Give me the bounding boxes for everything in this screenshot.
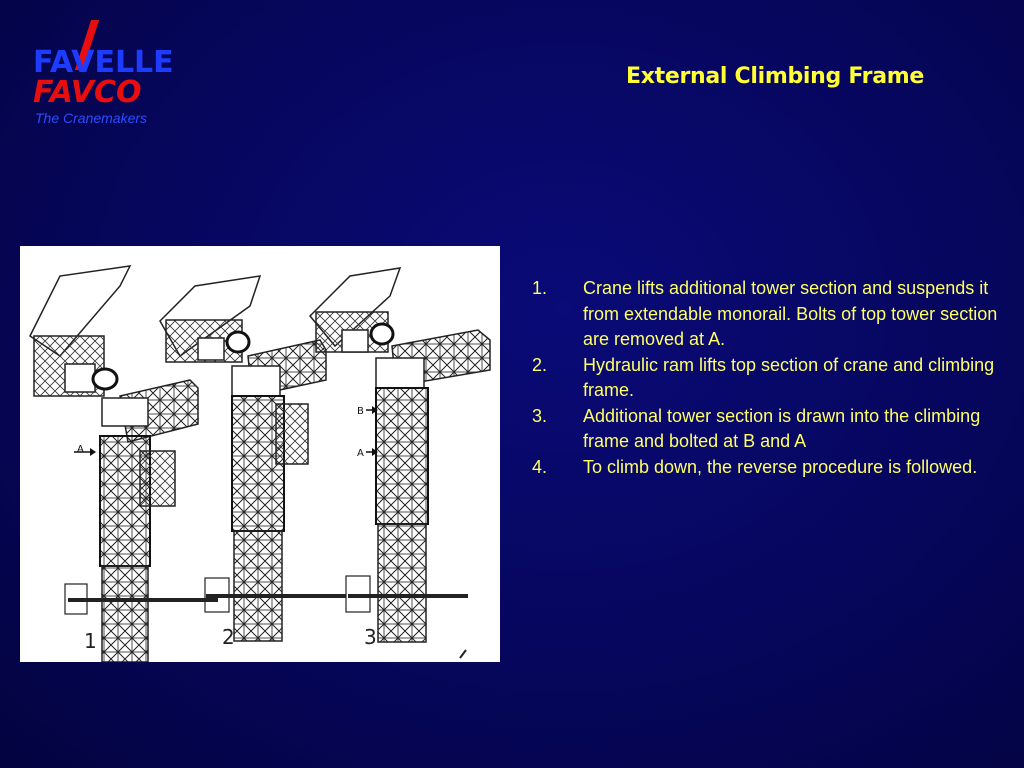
- logo-favelle-text: FAVELLE: [33, 45, 174, 80]
- step-number: 4.: [532, 456, 548, 477]
- logo-favco-text: FAVCO: [33, 75, 142, 110]
- slide-title: External Climbing Frame: [626, 64, 924, 89]
- crane-stage-3: [310, 268, 490, 658]
- step-number: 1.: [532, 278, 548, 298]
- step-item-2: [532, 353, 1012, 404]
- logo-tagline: The Cranemakers: [35, 110, 148, 126]
- stage-label-2: 2: [222, 625, 235, 649]
- procedure-steps: [532, 276, 1012, 480]
- stage-label-1: 1: [84, 629, 97, 653]
- step-text: To climb down, the reverse procedure is followed.: [583, 456, 978, 477]
- step-number: 3.: [532, 405, 548, 426]
- marker-b-3: B: [357, 406, 364, 417]
- crane-drawing: [20, 246, 500, 662]
- step-text: Additional tower section is drawn into the climbing frame and bolted at B and A: [583, 405, 981, 451]
- crane-climbing-illustration: [20, 246, 500, 662]
- marker-a-1: A: [77, 444, 84, 455]
- step-number: 2.: [532, 354, 548, 375]
- step-item-1: [532, 276, 1012, 353]
- stage-label-3: 3: [364, 625, 377, 649]
- step-item-4: [532, 455, 1012, 481]
- marker-a-3: A: [357, 448, 364, 459]
- company-logo: [33, 20, 193, 132]
- step-text: Hydraulic ram lifts top section of crane and climbing frame.: [583, 354, 995, 400]
- step-text: Crane lifts additional tower section and suspends it from extendable monorail. Bolts of top tower section are removed at A.: [583, 278, 998, 349]
- step-item-3: [532, 404, 1012, 455]
